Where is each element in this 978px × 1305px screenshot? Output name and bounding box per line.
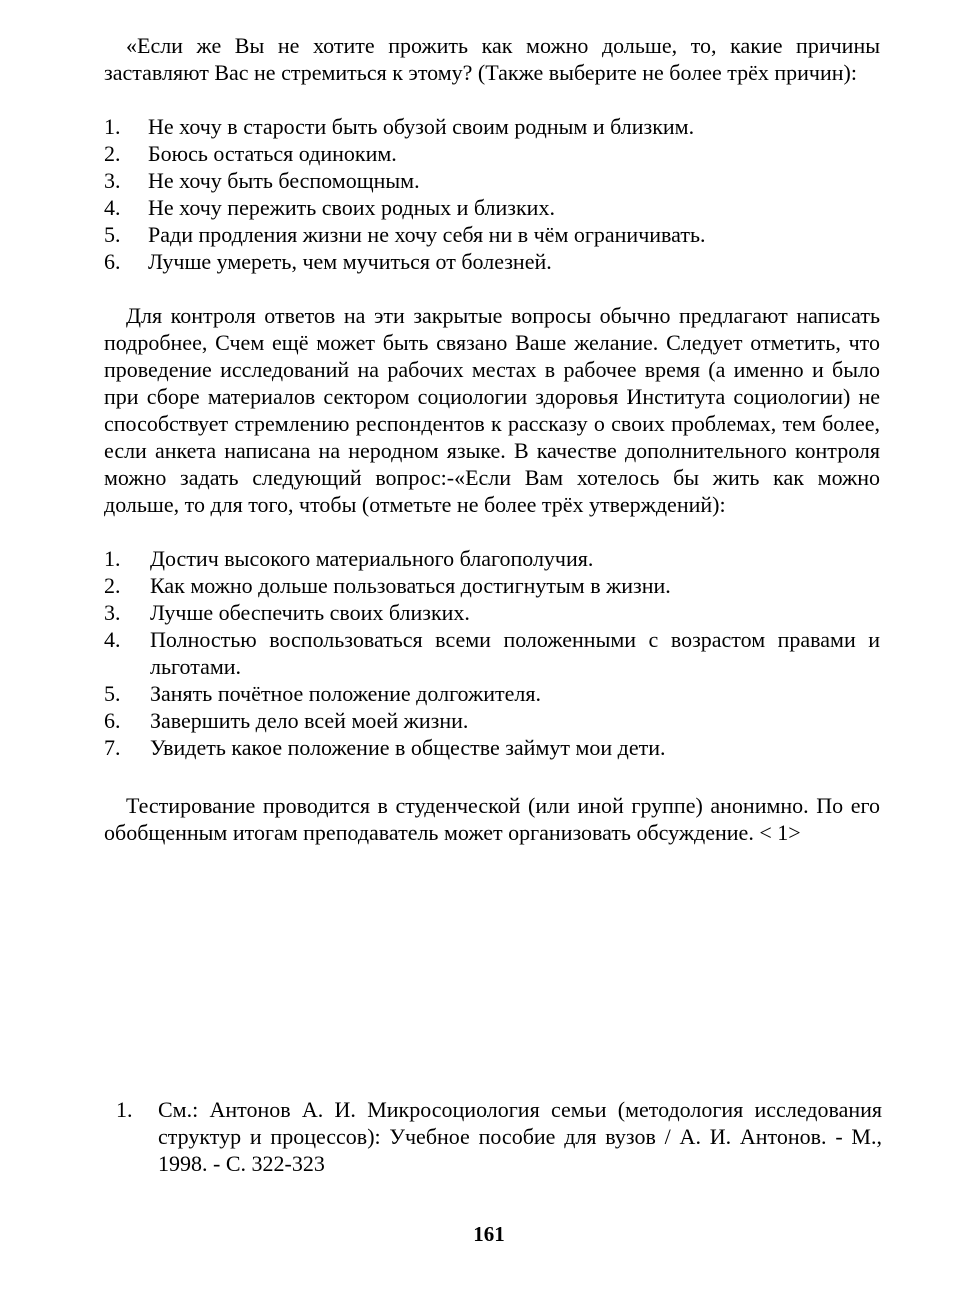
list-item-number: 2. [104,141,121,166]
list-item [104,599,880,626]
page-number: 161 [473,1222,505,1246]
list-item [104,194,880,221]
list-item-text: Как можно дольше пользоваться достигнутым в жизни. [150,573,671,598]
list-item-number: 6. [104,708,121,733]
list-item [104,140,880,167]
list-item-number: 3. [104,600,121,625]
list-item [104,734,880,761]
list-item-number: 3. [104,168,121,193]
list-item [104,248,880,275]
list-item-text: Лучше умереть, чем мучиться от болезней. [148,249,552,274]
goals-list [104,545,880,761]
list-item-number: 1. [104,546,121,571]
list-item-number: 4. [104,627,121,652]
list-item [104,572,880,599]
footnote [116,1096,882,1177]
list-item-text: Увидеть какое положение в обществе займут мои дети. [150,735,666,760]
list-item [104,221,880,248]
list-item [104,707,880,734]
list-item-number: 2. [104,573,121,598]
list-item-text: Занять почётное положение долгожителя. [150,681,541,706]
list-item-text: Не хочу быть беспомощным. [148,168,420,193]
list-item-number: 5. [104,681,121,706]
list-item-number: 7. [104,735,121,760]
list-item-number: 6. [104,249,121,274]
list-item-text: Достич высокого материального благополучия. [150,546,594,571]
list-item-text: Ради продления жизни не хочу себя ни в чём ограничивать. [148,222,706,247]
question-intro-paragraph: «Если же Вы не хотите прожить как можно дольше, то, какие причины заставляют Вас не стремиться к этому? (Также выберите не более трёх причин): [104,33,880,85]
list-item-text: Полностью воспользоваться всеми положенными с возрастом правами и льготами. [150,627,880,679]
list-item [104,167,880,194]
list-item-text: Лучше обеспечить своих близких. [150,600,470,625]
control-paragraph: Для контроля ответов на эти закрытые вопросы обычно предлагают написать подробнее, Счем ещё может быть связано Ваше желание. Следует отметить, что проведение исследований на рабочих местах в рабочее время (а именно и было при сборе материалов сектором социологии здоровья Института социологии) не способствует стремлению респондентов к рассказу о своих проблемах, тем более, если анкета написана на неродном языке. В качестве дополнительного контроля можно задать следующий вопрос:-«Если Вам хотелось бы жить как можно дольше, то для того, чтобы (отметьте не более трёх утверждений): [104,303,880,517]
list-item-text: Боюсь остаться одиноким. [148,141,397,166]
list-item-text: Завершить дело всей моей жизни. [150,708,469,733]
footnote-number: 1. [116,1097,133,1122]
list-item [104,113,880,140]
list-item-number: 1. [104,114,121,139]
list-item-number: 4. [104,195,121,220]
list-item [104,545,880,572]
list-item [104,680,880,707]
list-item-number: 5. [104,222,121,247]
list-item-text: Не хочу пережить своих родных и близких. [148,195,555,220]
footnote-text: См.: Антонов А. И. Микросоциология семьи (методология исследования структур и процессов): Учебное пособие для вузов / А. И. Антонов. - М., 1998. - С. 322-323 [158,1097,882,1176]
list-item-text: Не хочу в старости быть обузой своим родным и близким. [148,114,695,139]
reasons-list [104,113,880,275]
list-item [104,626,880,680]
testing-paragraph: Тестирование проводится в студенческой (или иной группе) анонимно. По его обобщенным итогам преподаватель может организовать обсуждение. < 1> [104,793,880,845]
